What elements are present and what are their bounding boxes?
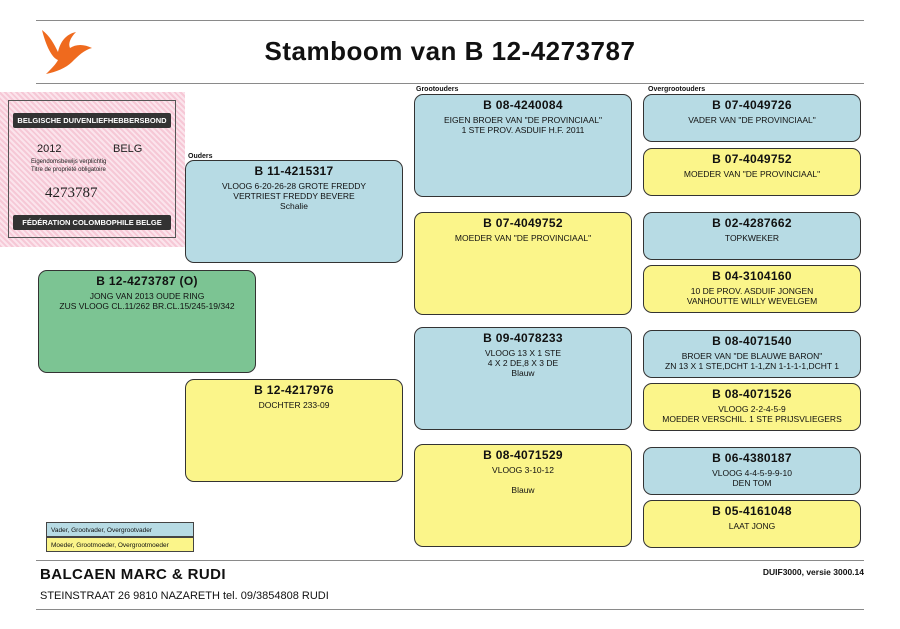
pigeon-info: VLOOG 13 X 1 STE 4 X 2 DE,8 X 3 DE Blauw [484,348,562,378]
stamp-top-text: BELGISCHE DUIVENLIEFHEBBERSBOND [13,113,171,128]
great-grandparent-box[interactable] [643,148,861,196]
subject-pigeon-box[interactable] [38,270,256,373]
great-grandparent-box[interactable] [643,500,861,548]
pigeon-info: BROER VAN "DE BLAUWE BARON" ZN 13 X 1 STE,DCHT 1-1,ZN 1-1-1-1,DCHT 1 [665,351,839,371]
pigeon-info: VLOOG 6-20-26-28 GROTE FREDDY VERTRIEST FREDDY BEVERE Schalie [221,181,367,211]
pigeon-info: MOEDER VAN "DE PROVINCIAAL" [683,169,821,179]
top-rule [36,20,864,21]
software-version: DUIF3000, versie 3000.14 [762,567,864,577]
owner-name: BALCAEN MARC & RUDI [40,566,226,583]
pigeon-info: MOEDER VAN "DE PROVINCIAAL" [454,233,592,243]
stamp-line2: Titre de propriété obligatoire [31,167,106,173]
ring-number: B 04-3104160 [712,269,792,283]
pigeon-info: JONG VAN 2013 OUDE RING ZUS VLOOG CL.11/262 BR.CL.15/245-19/342 [59,291,235,311]
great-grandparent-box[interactable] [643,330,861,378]
pigeon-info: TOPKWEKER [724,233,780,243]
ring-number: B 07-4049752 [483,216,563,230]
ring-number: B 06-4380187 [712,451,792,465]
grandparent-box[interactable] [414,444,632,547]
mother-box[interactable] [185,379,403,482]
section-label-overgrootouders: Overgrootouders [648,86,706,93]
section-label-ouders: Ouders [188,153,213,160]
pigeon-info: VLOOG 4-4-5-9-9-10 DEN TOM [712,468,792,488]
pigeon-info: DOCHTER 233-09 [258,400,330,410]
ring-number: B 08-4240084 [483,98,563,112]
pigeon-info: VLOOG 2-2-4-5-9 MOEDER VERSCHIL. 1 STE PRIJSVLIEGERS [662,404,842,424]
ring-number: B 08-4071540 [712,334,792,348]
stamp-line1: Eigendomsbewijs verplichtig [31,159,107,165]
pigeon-info: VLOOG 3-10-12 Blauw [492,465,554,495]
father-box[interactable] [185,160,403,263]
footer-rule [36,560,864,561]
pigeon-info: VADER VAN "DE PROVINCIAAL" [688,115,816,125]
great-grandparent-box[interactable] [643,212,861,260]
ring-number: B 05-4161048 [712,504,792,518]
great-grandparent-box[interactable] [643,94,861,142]
stamp-number: 4273787 [45,185,98,201]
ring-number: B 07-4049726 [712,98,792,112]
bottom-rule [36,609,864,610]
legend-male: Vader, Grootvader, Overgrootvader [46,522,194,537]
ring-number: B 12-4217976 [254,383,334,397]
pigeon-info: 10 DE PROV. ASDUIF JONGEN VANHOUTTE WILLY WEVELGEM [686,286,818,306]
page-title: Stamboom van B 12-4273787 [264,36,636,66]
ring-certificate-stamp [0,92,185,247]
legend-female: Moeder, Grootmoeder, Overgrootmoeder [46,537,194,552]
pigeon-info: EIGEN BROER VAN "DE PROVINCIAAL" 1 STE PROV. ASDUIF H.F. 2011 [444,115,602,135]
great-grandparent-box[interactable] [643,447,861,495]
ring-number: B 12-4273787 (O) [96,274,198,288]
stamp-country: BELG [113,143,143,155]
ring-number: B 02-4287662 [712,216,792,230]
stamp-year: 2012 [37,143,62,155]
pigeon-info: LAAT JONG [728,521,776,531]
owner-address: STEINSTRAAT 26 9810 NAZARETH tel. 09/3854808 RUDI [40,590,329,602]
great-grandparent-box[interactable] [643,265,861,313]
ring-number: B 09-4078233 [483,331,563,345]
section-label-grootouders: Grootouders [416,86,459,93]
grandparent-box[interactable] [414,94,632,197]
grandparent-box[interactable] [414,327,632,430]
stamp-bottom-text: FÉDÉRATION COLOMBOPHILE BELGE [13,215,171,230]
ring-number: B 07-4049752 [712,152,792,166]
ring-number: B 08-4071529 [483,448,563,462]
ring-number: B 08-4071526 [712,387,792,401]
great-grandparent-box[interactable] [643,383,861,431]
header-rule [36,83,864,84]
ring-number: B 11-4215317 [254,164,334,178]
grandparent-box[interactable] [414,212,632,315]
